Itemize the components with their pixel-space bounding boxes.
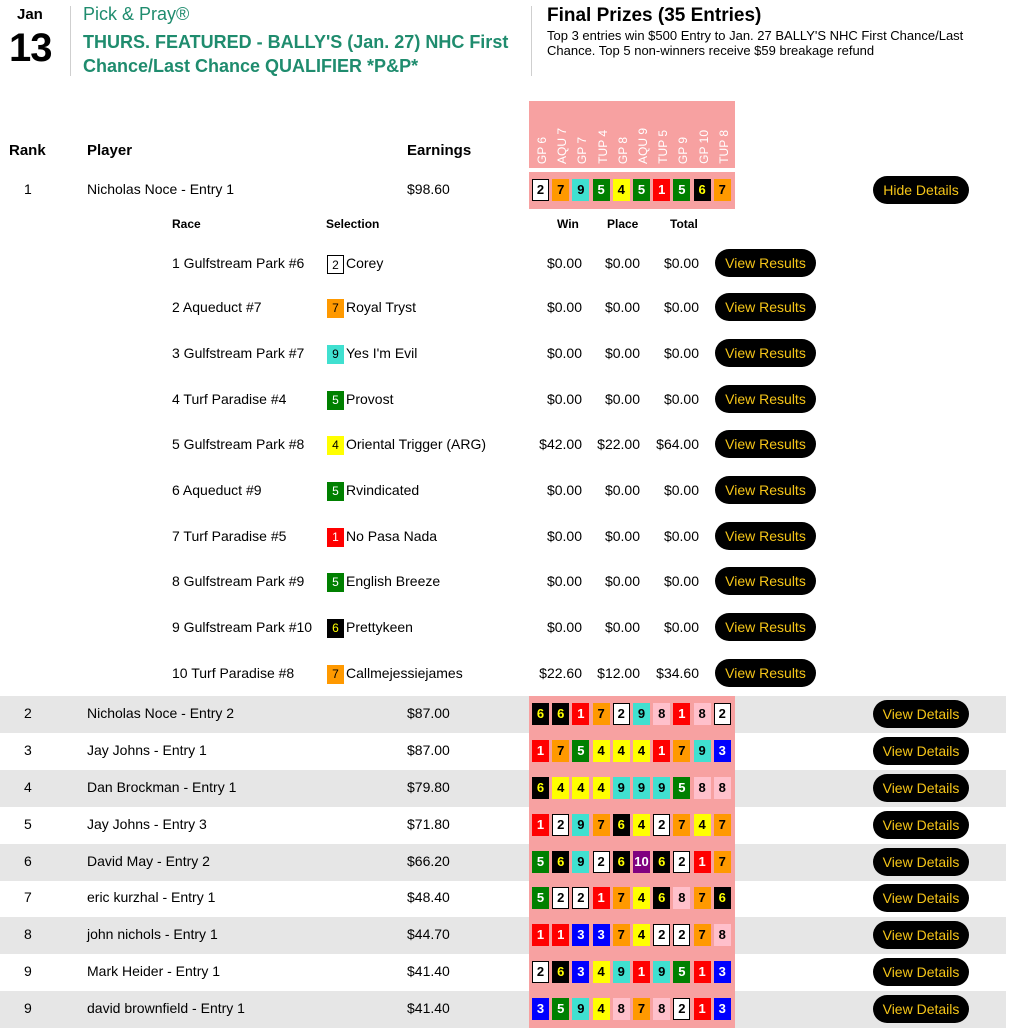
pick-number-7: 2 bbox=[653, 814, 670, 836]
view-details-button[interactable]: View Details bbox=[873, 958, 969, 986]
entry-earnings: $79.80 bbox=[407, 779, 450, 795]
pick-number-7: 6 bbox=[653, 887, 670, 909]
pick-number-9: 1 bbox=[694, 961, 711, 983]
pick-number-10: 2 bbox=[714, 703, 731, 725]
detail-total: $0.00 bbox=[663, 255, 699, 271]
header-divider bbox=[70, 6, 71, 76]
detail-race: 6 Aqueduct #9 bbox=[172, 482, 262, 498]
detail-place: $0.00 bbox=[604, 482, 640, 498]
pick-number-6: 5 bbox=[633, 179, 650, 201]
entry-earnings: $71.80 bbox=[407, 816, 450, 832]
pick-number-7: 1 bbox=[653, 179, 670, 201]
pick-number-6: 7 bbox=[633, 998, 650, 1020]
pick-number-7: 1 bbox=[653, 740, 670, 762]
pick-number-1: 1 bbox=[532, 924, 549, 946]
pick-number-8: 5 bbox=[673, 777, 690, 799]
detail-total: $34.60 bbox=[656, 665, 699, 681]
entry-rank: 3 bbox=[24, 742, 32, 758]
detail-race: 3 Gulfstream Park #7 bbox=[172, 345, 305, 361]
pick-number-9: 7 bbox=[694, 924, 711, 946]
detail-place: $0.00 bbox=[604, 619, 640, 635]
detail-total-header: Total bbox=[670, 217, 698, 231]
entry-player: David May - Entry 2 bbox=[87, 853, 210, 869]
entry-earnings: $87.00 bbox=[407, 742, 450, 758]
entry-picks bbox=[529, 880, 735, 917]
pick-number-9: 4 bbox=[694, 814, 711, 836]
pick-number-1: 2 bbox=[532, 961, 549, 983]
pick-number-10: 8 bbox=[714, 924, 731, 946]
leaderboard-row bbox=[0, 991, 1006, 1028]
pick-number-7: 6 bbox=[653, 851, 670, 873]
view-results-button[interactable]: View Results bbox=[715, 476, 816, 504]
detail-win: $0.00 bbox=[546, 255, 582, 271]
entry-rank: 7 bbox=[24, 889, 32, 905]
detail-win-header: Win bbox=[557, 217, 579, 231]
pick-number-4: 4 bbox=[593, 998, 610, 1020]
entry-earnings: $41.40 bbox=[407, 963, 450, 979]
pick-number-8: 5 bbox=[673, 961, 690, 983]
pick-number-7: 8 bbox=[653, 998, 670, 1020]
selection-horse: Provost bbox=[346, 391, 394, 407]
pick-number-8: 8 bbox=[673, 887, 690, 909]
detail-total: $0.00 bbox=[663, 573, 699, 589]
selection-horse: English Breeze bbox=[346, 573, 441, 589]
detail-win: $0.00 bbox=[546, 482, 582, 498]
pick-number-7: 9 bbox=[653, 777, 670, 799]
detail-total: $0.00 bbox=[663, 391, 699, 407]
entry-player: eric kurzhal - Entry 1 bbox=[87, 889, 216, 905]
detail-total: $0.00 bbox=[663, 299, 699, 315]
detail-place: $22.00 bbox=[597, 436, 640, 452]
pick-number-5: 9 bbox=[613, 777, 630, 799]
pick-number-3: 9 bbox=[572, 998, 589, 1020]
view-details-button[interactable]: View Details bbox=[873, 848, 969, 876]
pick-number-5: 4 bbox=[613, 740, 630, 762]
race-header-label: GP 6 bbox=[535, 136, 549, 164]
entry-player: Nicholas Noce - Entry 1 bbox=[87, 181, 235, 197]
pick-number-5: 8 bbox=[613, 998, 630, 1020]
prize-description: Top 3 entries win $500 Entry to Jan. 27 BALLY'S NHC First Chance/Last Chance. Top 5 non-winners receive $59 breakage refund bbox=[547, 28, 964, 58]
detail-race: 8 Gulfstream Park #9 bbox=[172, 573, 305, 589]
entry-picks bbox=[529, 917, 735, 954]
pick-number-2: 1 bbox=[552, 924, 569, 946]
pick-number-9: 8 bbox=[694, 703, 711, 725]
pick-number-2: 5 bbox=[552, 998, 569, 1020]
detail-place: $12.00 bbox=[597, 665, 640, 681]
race-header-label: AQU 7 bbox=[555, 127, 570, 164]
leaderboard-row bbox=[0, 880, 1006, 917]
entry-rank: 8 bbox=[24, 926, 32, 942]
pick-number-6: 4 bbox=[633, 924, 650, 946]
view-results-button[interactable]: View Results bbox=[715, 293, 816, 321]
pick-number-6: 10 bbox=[633, 851, 650, 873]
selection-number: 9 bbox=[327, 345, 344, 364]
view-results-button[interactable]: View Results bbox=[715, 522, 816, 550]
pick-number-10: 3 bbox=[714, 998, 731, 1020]
rank-column-header: Rank bbox=[9, 142, 46, 159]
date-day: 13 bbox=[9, 26, 52, 70]
pick-number-6: 4 bbox=[633, 740, 650, 762]
selection-number: 7 bbox=[327, 665, 344, 684]
pick-number-3: 4 bbox=[572, 777, 589, 799]
pick-number-2: 4 bbox=[552, 777, 569, 799]
pick-number-5: 9 bbox=[613, 961, 630, 983]
pick-number-9: 7 bbox=[694, 887, 711, 909]
selection-number: 4 bbox=[327, 436, 344, 455]
entry-earnings: $98.60 bbox=[407, 181, 450, 197]
detail-win: $22.60 bbox=[539, 665, 582, 681]
pick-number-10: 6 bbox=[714, 887, 731, 909]
pick-number-1: 1 bbox=[532, 740, 549, 762]
detail-win: $0.00 bbox=[546, 391, 582, 407]
pick-number-4: 5 bbox=[593, 179, 610, 201]
pick-number-3: 3 bbox=[572, 961, 589, 983]
pick-number-8: 2 bbox=[673, 851, 690, 873]
earnings-column-header: Earnings bbox=[407, 142, 472, 159]
leaderboard-row bbox=[0, 844, 1006, 881]
detail-place: $0.00 bbox=[604, 528, 640, 544]
pick-number-2: 7 bbox=[552, 740, 569, 762]
pick-number-1: 6 bbox=[532, 703, 549, 725]
entry-player: john nichols - Entry 1 bbox=[87, 926, 218, 942]
detail-win: $0.00 bbox=[546, 299, 582, 315]
entry-player: Jay Johns - Entry 3 bbox=[87, 816, 207, 832]
selection-number: 5 bbox=[327, 391, 344, 410]
detail-race: 9 Gulfstream Park #10 bbox=[172, 619, 313, 635]
pick-number-6: 9 bbox=[633, 777, 650, 799]
pick-number-6: 4 bbox=[633, 887, 650, 909]
pick-number-2: 6 bbox=[552, 703, 569, 725]
race-header-label: AQU 9 bbox=[636, 127, 650, 164]
race-header-label: GP 7 bbox=[575, 136, 590, 164]
detail-win: $0.00 bbox=[546, 528, 582, 544]
pick-number-3: 1 bbox=[572, 703, 589, 725]
view-details-button[interactable]: View Details bbox=[873, 884, 969, 912]
pick-number-7: 8 bbox=[653, 703, 670, 725]
hide-details-button[interactable]: Hide Details bbox=[873, 176, 969, 204]
view-results-button[interactable]: View Results bbox=[715, 339, 816, 367]
pick-number-2: 7 bbox=[552, 179, 569, 201]
pick-number-10: 3 bbox=[714, 740, 731, 762]
race-header-label: TUP 4 bbox=[595, 130, 610, 164]
detail-race: 1 Gulfstream Park #6 bbox=[172, 255, 305, 271]
leaderboard-row bbox=[0, 807, 1006, 844]
race-header-label: GP 10 bbox=[696, 130, 711, 164]
detail-total: $64.00 bbox=[656, 436, 699, 452]
pick-number-4: 1 bbox=[593, 887, 610, 909]
pick-number-5: 2 bbox=[613, 703, 630, 725]
pick-number-3: 9 bbox=[572, 179, 589, 201]
pick-number-1: 5 bbox=[532, 851, 549, 873]
view-details-button[interactable]: View Details bbox=[873, 700, 969, 728]
detail-place: $0.00 bbox=[604, 391, 640, 407]
pick-number-2: 6 bbox=[552, 961, 569, 983]
pick-number-3: 3 bbox=[572, 924, 589, 946]
brand-name: Pick & Pray® bbox=[83, 4, 190, 24]
pick-number-10: 7 bbox=[714, 851, 731, 873]
race-header-label: GP 9 bbox=[676, 136, 691, 164]
pick-number-1: 2 bbox=[532, 179, 549, 201]
entry-player: david brownfield - Entry 1 bbox=[87, 1000, 245, 1016]
pick-number-3: 5 bbox=[572, 740, 589, 762]
entry-player: Mark Heider - Entry 1 bbox=[87, 963, 221, 979]
selection-horse: Royal Tryst bbox=[346, 299, 417, 315]
entry-rank: 6 bbox=[24, 853, 32, 869]
selection-horse: Yes I'm Evil bbox=[346, 345, 418, 361]
selection-number: 1 bbox=[327, 528, 344, 547]
detail-race: 5 Gulfstream Park #8 bbox=[172, 436, 305, 452]
detail-selection-header: Selection bbox=[326, 217, 380, 231]
pick-number-10: 3 bbox=[714, 961, 731, 983]
view-results-button[interactable]: View Results bbox=[715, 430, 816, 458]
leaderboard-row bbox=[0, 172, 1006, 209]
view-results-button[interactable]: View Results bbox=[715, 249, 816, 277]
entry-rank: 9 bbox=[24, 1000, 32, 1016]
prize-title: Final Prizes (35 Entries) bbox=[547, 5, 762, 26]
pick-number-6: 4 bbox=[633, 814, 650, 836]
pick-number-1: 1 bbox=[532, 814, 549, 836]
entry-picks bbox=[529, 770, 735, 807]
pick-number-1: 5 bbox=[532, 887, 549, 909]
detail-win: $0.00 bbox=[546, 619, 582, 635]
entry-picks bbox=[529, 991, 735, 1028]
entry-picks bbox=[529, 807, 735, 844]
pick-number-3: 9 bbox=[572, 851, 589, 873]
pick-number-8: 5 bbox=[673, 179, 690, 201]
race-header-label: GP 8 bbox=[615, 136, 630, 164]
pick-number-2: 2 bbox=[552, 814, 569, 836]
pick-number-3: 2 bbox=[572, 887, 589, 909]
pick-number-1: 3 bbox=[532, 998, 549, 1020]
pick-number-7: 2 bbox=[653, 924, 670, 946]
selection-number: 7 bbox=[327, 299, 344, 318]
pick-number-2: 6 bbox=[552, 851, 569, 873]
selection-number: 5 bbox=[327, 482, 344, 501]
pick-number-4: 2 bbox=[593, 851, 610, 873]
entry-rank: 5 bbox=[24, 816, 32, 832]
entry-rank: 2 bbox=[24, 705, 32, 721]
leaderboard-row bbox=[0, 696, 1006, 733]
date-month: Jan bbox=[17, 6, 43, 23]
pick-number-4: 4 bbox=[593, 740, 610, 762]
pick-number-4: 4 bbox=[593, 777, 610, 799]
view-results-button[interactable]: View Results bbox=[715, 659, 816, 687]
pick-number-8: 2 bbox=[673, 924, 690, 946]
entry-earnings: $41.40 bbox=[407, 1000, 450, 1016]
selection-horse: Callmejessiejames bbox=[346, 665, 463, 681]
race-header-label: TUP 8 bbox=[716, 130, 731, 164]
detail-place: $0.00 bbox=[604, 299, 640, 315]
entry-earnings: $44.70 bbox=[407, 926, 450, 942]
pick-number-2: 2 bbox=[552, 887, 569, 909]
leaderboard-row bbox=[0, 733, 1006, 770]
pick-number-3: 9 bbox=[572, 814, 589, 836]
detail-place: $0.00 bbox=[604, 573, 640, 589]
selection-number: 5 bbox=[327, 573, 344, 592]
pick-number-4: 7 bbox=[593, 703, 610, 725]
pick-number-6: 1 bbox=[633, 961, 650, 983]
entry-earnings: $66.20 bbox=[407, 853, 450, 869]
pick-number-9: 1 bbox=[694, 851, 711, 873]
pick-number-4: 7 bbox=[593, 814, 610, 836]
entry-earnings: $87.00 bbox=[407, 705, 450, 721]
pick-number-7: 9 bbox=[653, 961, 670, 983]
leaderboard-row bbox=[0, 770, 1006, 807]
pick-number-5: 6 bbox=[613, 851, 630, 873]
race-header-label: TUP 5 bbox=[656, 130, 671, 164]
view-results-button[interactable]: View Results bbox=[715, 385, 816, 413]
header-divider bbox=[531, 6, 532, 76]
entry-earnings: $48.40 bbox=[407, 889, 450, 905]
pick-number-9: 1 bbox=[694, 998, 711, 1020]
view-details-button[interactable]: View Details bbox=[873, 995, 969, 1023]
pick-number-1: 6 bbox=[532, 777, 549, 799]
pick-number-5: 7 bbox=[613, 924, 630, 946]
selection-horse: Oriental Trigger (ARG) bbox=[346, 436, 487, 452]
selection-horse: Rvindicated bbox=[346, 482, 420, 498]
pick-number-10: 7 bbox=[714, 179, 731, 201]
entry-rank: 1 bbox=[24, 181, 32, 197]
pick-number-9: 8 bbox=[694, 777, 711, 799]
pick-number-5: 6 bbox=[613, 814, 630, 836]
pick-number-6: 9 bbox=[633, 703, 650, 725]
leaderboard-row bbox=[0, 954, 1006, 991]
pick-number-8: 7 bbox=[673, 814, 690, 836]
detail-place-header: Place bbox=[607, 217, 639, 231]
selection-number: 2 bbox=[327, 255, 344, 274]
view-details-button[interactable]: View Details bbox=[873, 811, 969, 839]
race-column-headers bbox=[529, 101, 735, 168]
view-results-button[interactable]: View Results bbox=[715, 613, 816, 641]
pick-number-8: 7 bbox=[673, 740, 690, 762]
entry-player: Nicholas Noce - Entry 2 bbox=[87, 705, 235, 721]
contest-title: THURS. FEATURED - BALLY'S (Jan. 27) NHC First Chance/Last Chance QUALIFIER *P&P* bbox=[83, 32, 509, 76]
view-details-button[interactable]: View Details bbox=[873, 774, 969, 802]
detail-win: $42.00 bbox=[539, 436, 582, 452]
entry-picks bbox=[529, 172, 735, 209]
view-details-button[interactable]: View Details bbox=[873, 921, 969, 949]
entry-player: Jay Johns - Entry 1 bbox=[87, 742, 207, 758]
selection-horse: Corey bbox=[346, 255, 384, 271]
detail-place: $0.00 bbox=[604, 345, 640, 361]
detail-race: 4 Turf Paradise #4 bbox=[172, 391, 287, 407]
pick-number-5: 7 bbox=[613, 887, 630, 909]
detail-race: 2 Aqueduct #7 bbox=[172, 299, 262, 315]
view-details-button[interactable]: View Details bbox=[873, 737, 969, 765]
pick-number-9: 6 bbox=[694, 179, 711, 201]
detail-win: $0.00 bbox=[546, 345, 582, 361]
entry-rank: 4 bbox=[24, 779, 32, 795]
pick-number-4: 4 bbox=[593, 961, 610, 983]
leaderboard-row bbox=[0, 917, 1006, 954]
pick-number-8: 1 bbox=[673, 703, 690, 725]
detail-race: 10 Turf Paradise #8 bbox=[172, 665, 295, 681]
detail-total: $0.00 bbox=[663, 345, 699, 361]
player-column-header: Player bbox=[87, 142, 133, 159]
entry-picks bbox=[529, 954, 735, 991]
selection-horse: Prettykeen bbox=[346, 619, 413, 635]
pick-number-8: 2 bbox=[673, 998, 690, 1020]
detail-win: $0.00 bbox=[546, 573, 582, 589]
selection-horse: No Pasa Nada bbox=[346, 528, 438, 544]
detail-race: 7 Turf Paradise #5 bbox=[172, 528, 287, 544]
detail-total: $0.00 bbox=[663, 482, 699, 498]
entry-picks bbox=[529, 696, 735, 733]
pick-number-10: 7 bbox=[714, 814, 731, 836]
entry-picks bbox=[529, 733, 735, 770]
detail-total: $0.00 bbox=[663, 619, 699, 635]
pick-number-5: 4 bbox=[613, 179, 630, 201]
detail-place: $0.00 bbox=[604, 255, 640, 271]
pick-number-4: 3 bbox=[593, 924, 610, 946]
entry-rank: 9 bbox=[24, 963, 32, 979]
detail-race-header: Race bbox=[172, 217, 201, 231]
detail-total: $0.00 bbox=[663, 528, 699, 544]
entry-picks bbox=[529, 844, 735, 881]
view-results-button[interactable]: View Results bbox=[715, 567, 816, 595]
pick-number-10: 8 bbox=[714, 777, 731, 799]
selection-number: 6 bbox=[327, 619, 344, 638]
entry-player: Dan Brockman - Entry 1 bbox=[87, 779, 237, 795]
pick-number-9: 9 bbox=[694, 740, 711, 762]
